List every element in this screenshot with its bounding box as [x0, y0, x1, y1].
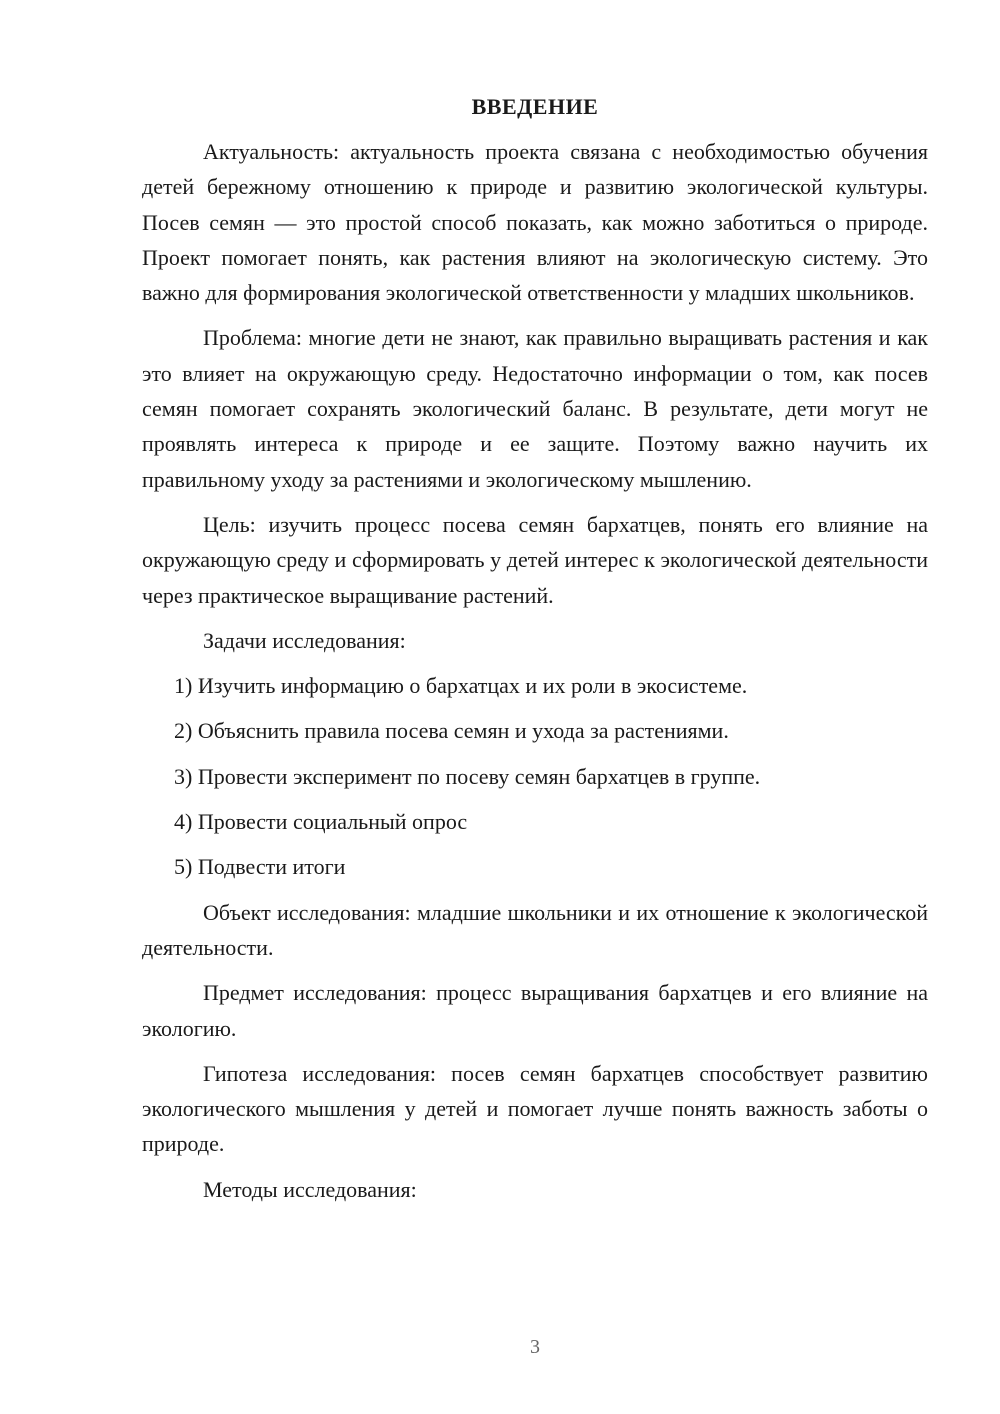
list-item: 5) Подвести итоги [174, 854, 346, 880]
object-paragraph: Объект исследования: младшие школьники и их отношение к экологической деятельности. [142, 899, 928, 960]
list-item: 3) Провести эксперимент по посеву семян бархатцев в группе. [174, 763, 761, 789]
subject-paragraph: Предмет исследования: процесс выращивания бархатцев и его влияние на экологию. [142, 980, 928, 1041]
list-item: 1) Изучить информацию о бархатцах и их роли в экосистеме. [174, 673, 748, 699]
tasks-heading: Задачи исследования: [203, 627, 406, 653]
tasks-list [142, 668, 928, 884]
hypothesis-paragraph: Гипотеза исследования: посев семян бархатцев способствует развитию экологического мышления у детей и помогает лучше понять важность заботы о природе. [142, 1060, 928, 1157]
goal-paragraph: Цель: изучить процесс посева семян бархатцев, понять его влияние на окружающую среду и сформировать у детей интерес к экологической деятельности через практическое выращивание растений. [142, 511, 928, 608]
list-item: 2) Объяснить правила посева семян и ухода за растениями. [174, 718, 729, 744]
methods-heading: Методы исследования: [203, 1176, 417, 1202]
relevance-paragraph: Актуальность: актуальность проекта связана с необходимостью обучения детей бережному отношению к природе и развитию экологической культуры. Посев семян — это простой способ показать, как можно заботиться о природе. Проект помогает понять, как растения влияют на экологическую систему. Это важно для формирования экологической ответственности у младших школьников. [142, 139, 928, 306]
page-number: 3 [530, 1336, 540, 1358]
problem-paragraph: Проблема: многие дети не знают, как правильно выращивать растения и как это влияет на окружающую среду. Недостаточно информации о том, как посев семян помогает сохранять экологический баланс. В результате, дети могут не проявлять интереса к природе и ее защите. Поэтому важно научить их правильному уходу за растениями и экологическому мышлению. [142, 325, 928, 492]
section-title: ВВЕДЕНИЕ [471, 94, 599, 119]
document-page [142, 94, 928, 1217]
list-item: 4) Провести социальный опрос [174, 809, 468, 835]
